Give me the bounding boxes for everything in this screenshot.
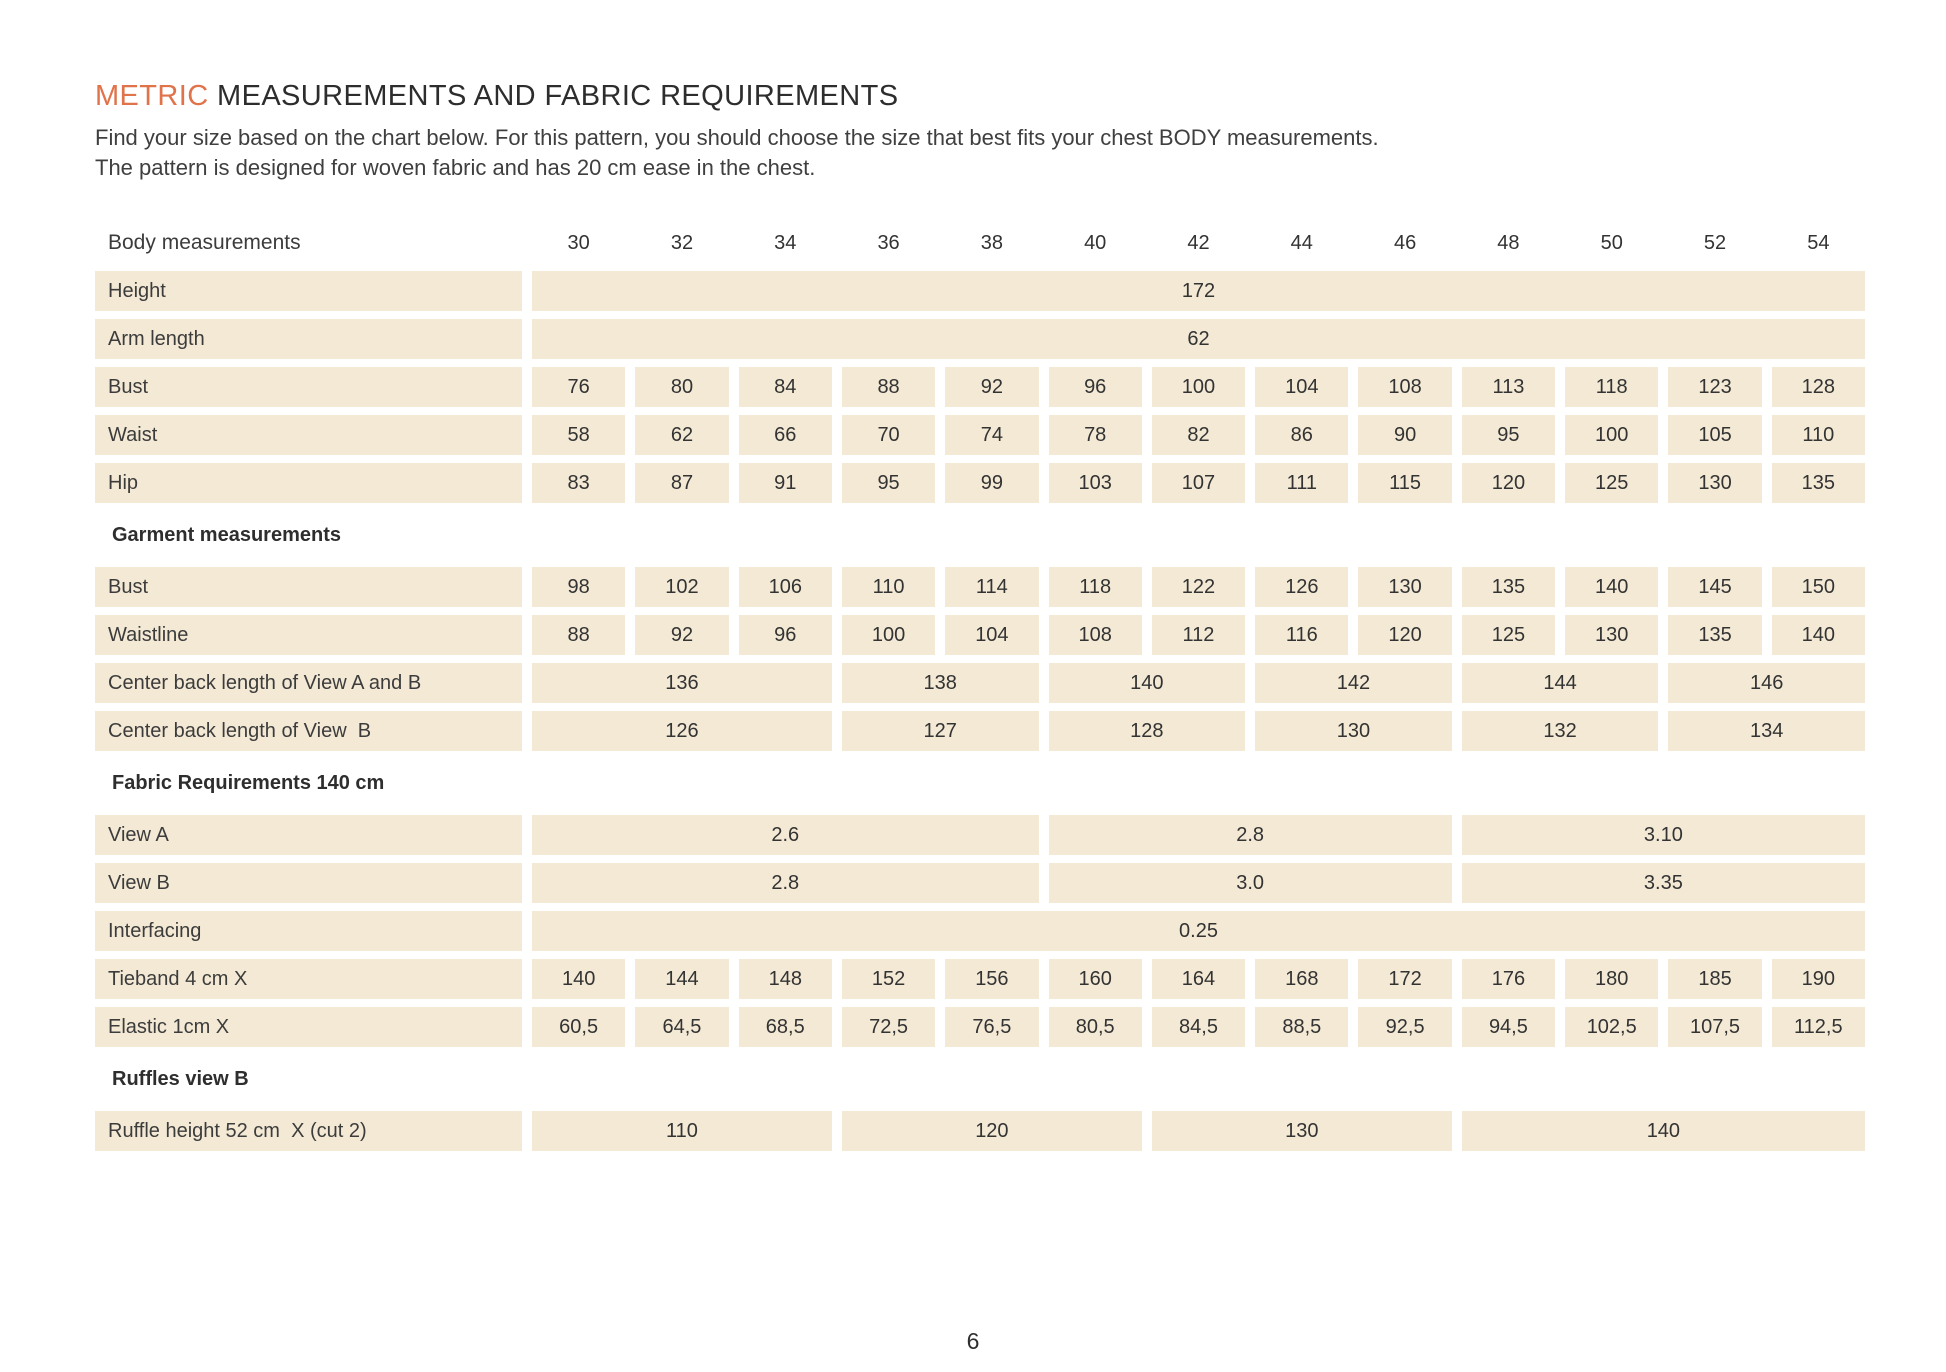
table-row — [95, 711, 1865, 751]
value-cell: 86 — [1255, 415, 1348, 455]
value-cell: 156 — [945, 959, 1038, 999]
value-cell: 96 — [1049, 367, 1142, 407]
value-cell: 113 — [1462, 367, 1555, 407]
value-cell: 123 — [1668, 367, 1761, 407]
value-cell: 125 — [1565, 463, 1658, 503]
value-cell: 135 — [1668, 615, 1761, 655]
value-cell: 62 — [635, 415, 728, 455]
value-cell: 104 — [1255, 367, 1348, 407]
row-label: Elastic 1cm X — [95, 1007, 522, 1047]
value-cell: 76,5 — [945, 1007, 1038, 1047]
value-cell: 118 — [1049, 567, 1142, 607]
value-cell: 112,5 — [1772, 1007, 1865, 1047]
row-label: Bust — [95, 567, 522, 607]
value-cell: 111 — [1255, 463, 1348, 503]
value-cell: 176 — [1462, 959, 1555, 999]
merged-value-cell: 134 — [1668, 711, 1865, 751]
merged-value-cell: 3.35 — [1462, 863, 1865, 903]
value-cell: 150 — [1772, 567, 1865, 607]
value-cell: 118 — [1565, 367, 1658, 407]
value-cell: 106 — [739, 567, 832, 607]
value-cell: 92 — [635, 615, 728, 655]
size-column-header: 38 — [980, 232, 1003, 254]
value-cell: 72,5 — [842, 1007, 935, 1047]
value-cell: 168 — [1255, 959, 1348, 999]
value-cell: 98 — [532, 567, 625, 607]
value-cell: 164 — [1152, 959, 1245, 999]
value-cell: 95 — [1462, 415, 1555, 455]
value-cell: 185 — [1668, 959, 1761, 999]
value-cell: 76 — [532, 367, 625, 407]
merged-value-cell: 110 — [532, 1111, 832, 1151]
value-cell: 92,5 — [1358, 1007, 1451, 1047]
merged-value-cell: 127 — [842, 711, 1039, 751]
value-cell: 90 — [1358, 415, 1451, 455]
value-cell: 103 — [1049, 463, 1142, 503]
value-cell: 135 — [1462, 567, 1555, 607]
row-label: Hip — [95, 463, 522, 503]
value-cell: 114 — [945, 567, 1038, 607]
value-cell: 130 — [1668, 463, 1761, 503]
intro-line-2: The pattern is designed for woven fabric and has 20 cm ease in the chest. — [95, 155, 816, 180]
row-label: Interfacing — [95, 911, 522, 951]
value-cell: 66 — [739, 415, 832, 455]
merged-value-cell: 142 — [1255, 663, 1452, 703]
merged-value-cell: 0.25 — [532, 911, 1865, 951]
value-cell: 100 — [842, 615, 935, 655]
size-column-header: 36 — [877, 232, 900, 254]
size-column-header: 32 — [670, 232, 694, 254]
value-cell: 88 — [842, 367, 935, 407]
row-label: Bust — [95, 367, 522, 407]
value-cell: 74 — [945, 415, 1038, 455]
value-cell: 140 — [1772, 615, 1865, 655]
value-cell: 125 — [1462, 615, 1555, 655]
value-cell: 130 — [1358, 567, 1451, 607]
section-header: Ruffles view B — [112, 1067, 249, 1090]
value-cell: 84,5 — [1152, 1007, 1245, 1047]
value-cell: 140 — [1565, 567, 1658, 607]
intro-line-1: Find your size based on the chart below. For this pattern, you should choose the size that best fits your chest BODY measurements. — [95, 125, 1379, 150]
value-cell: 110 — [1772, 415, 1865, 455]
value-cell: 172 — [1358, 959, 1451, 999]
row-label: Waist — [95, 415, 522, 455]
merged-value-cell: 132 — [1462, 711, 1659, 751]
value-cell: 60,5 — [532, 1007, 625, 1047]
size-column-header: 30 — [567, 232, 590, 254]
merged-value-cell: 128 — [1049, 711, 1246, 751]
merged-value-cell: 2.8 — [1049, 815, 1452, 855]
row-label: View A — [95, 815, 522, 855]
value-cell: 107,5 — [1668, 1007, 1761, 1047]
value-cell: 87 — [635, 463, 728, 503]
table-row — [95, 959, 1865, 999]
size-table — [95, 225, 1865, 1151]
value-cell: 96 — [739, 615, 832, 655]
table-row — [95, 271, 1865, 311]
value-cell: 104 — [945, 615, 1038, 655]
value-cell: 102,5 — [1565, 1007, 1658, 1047]
table-row — [95, 663, 1865, 703]
value-cell: 135 — [1772, 463, 1865, 503]
merged-value-cell: 140 — [1049, 663, 1246, 703]
value-cell: 122 — [1152, 567, 1245, 607]
table-row — [95, 815, 1865, 855]
value-cell: 80,5 — [1049, 1007, 1142, 1047]
value-cell: 152 — [842, 959, 935, 999]
column-header-label: Body measurements — [108, 231, 301, 254]
value-cell: 120 — [1358, 615, 1451, 655]
value-cell: 112 — [1152, 615, 1245, 655]
table-row — [95, 415, 1865, 455]
value-cell: 120 — [1462, 463, 1555, 503]
value-cell: 126 — [1255, 567, 1348, 607]
value-cell: 115 — [1358, 463, 1451, 503]
value-cell: 78 — [1049, 415, 1142, 455]
value-cell: 105 — [1668, 415, 1761, 455]
table-row — [95, 911, 1865, 951]
merged-value-cell: 3.10 — [1462, 815, 1865, 855]
value-cell: 84 — [739, 367, 832, 407]
size-column-header: 50 — [1600, 232, 1623, 254]
table-row — [95, 863, 1865, 903]
table-row — [95, 367, 1865, 407]
merged-value-cell: 62 — [532, 319, 1865, 359]
size-column-header: 34 — [774, 232, 797, 254]
merged-value-cell: 3.0 — [1049, 863, 1452, 903]
section-header: Garment measurements — [112, 523, 341, 546]
row-label: Ruffle height 52 cm X (cut 2) — [95, 1111, 522, 1151]
value-cell: 100 — [1565, 415, 1658, 455]
value-cell: 70 — [842, 415, 935, 455]
size-column-header: 42 — [1187, 232, 1210, 254]
value-cell: 148 — [739, 959, 832, 999]
value-cell: 80 — [635, 367, 728, 407]
merged-value-cell: 130 — [1255, 711, 1452, 751]
value-cell: 130 — [1565, 615, 1658, 655]
section-header: Fabric Requirements 140 cm — [112, 771, 385, 794]
value-cell: 160 — [1049, 959, 1142, 999]
merged-value-cell: 130 — [1152, 1111, 1452, 1151]
value-cell: 110 — [842, 567, 935, 607]
value-cell: 83 — [532, 463, 625, 503]
value-cell: 180 — [1565, 959, 1658, 999]
merged-value-cell: 172 — [532, 271, 1865, 311]
row-label: Center back length of View B — [95, 711, 522, 751]
size-column-header: 48 — [1497, 232, 1520, 254]
table-header-row — [95, 225, 1865, 261]
value-cell: 64,5 — [635, 1007, 728, 1047]
value-cell: 88,5 — [1255, 1007, 1348, 1047]
merged-value-cell: 2.6 — [532, 815, 1039, 855]
value-cell: 68,5 — [739, 1007, 832, 1047]
merged-value-cell: 144 — [1462, 663, 1659, 703]
value-cell: 95 — [842, 463, 935, 503]
size-column-header: 52 — [1703, 232, 1727, 254]
value-cell: 88 — [532, 615, 625, 655]
merged-value-cell: 146 — [1668, 663, 1865, 703]
table-row — [95, 1111, 1865, 1151]
table-row — [95, 319, 1865, 359]
value-cell: 99 — [945, 463, 1038, 503]
page-number: 6 — [966, 1328, 980, 1354]
page-title — [95, 80, 1865, 113]
size-column-header: 40 — [1084, 232, 1107, 254]
value-cell: 92 — [945, 367, 1038, 407]
value-cell: 107 — [1152, 463, 1245, 503]
value-cell: 102 — [635, 567, 728, 607]
value-cell: 108 — [1049, 615, 1142, 655]
table-row — [95, 463, 1865, 503]
row-label: Height — [95, 271, 522, 311]
table-row — [95, 615, 1865, 655]
merged-value-cell: 2.8 — [532, 863, 1039, 903]
size-column-header: 44 — [1290, 232, 1313, 254]
table-row — [95, 567, 1865, 607]
value-cell: 82 — [1152, 415, 1245, 455]
title-rest: MEASUREMENTS AND FABRIC REQUIREMENTS — [208, 80, 899, 112]
merged-value-cell: 136 — [532, 663, 832, 703]
row-label: View B — [95, 863, 522, 903]
value-cell: 108 — [1358, 367, 1451, 407]
row-label: Tieband 4 cm X — [95, 959, 522, 999]
value-cell: 140 — [532, 959, 625, 999]
size-column-header: 46 — [1393, 232, 1417, 254]
value-cell: 190 — [1772, 959, 1865, 999]
value-cell: 94,5 — [1462, 1007, 1555, 1047]
row-label: Waistline — [95, 615, 522, 655]
value-cell: 128 — [1772, 367, 1865, 407]
value-cell: 144 — [635, 959, 728, 999]
value-cell: 145 — [1668, 567, 1761, 607]
table-row — [95, 1007, 1865, 1047]
value-cell: 100 — [1152, 367, 1245, 407]
merged-value-cell: 126 — [532, 711, 832, 751]
value-cell: 116 — [1255, 615, 1348, 655]
value-cell: 91 — [739, 463, 832, 503]
value-cell: 58 — [532, 415, 625, 455]
merged-value-cell: 140 — [1462, 1111, 1865, 1151]
size-column-header: 54 — [1807, 232, 1830, 254]
row-label: Arm length — [95, 319, 522, 359]
title-accent: METRIC — [95, 80, 209, 112]
merged-value-cell: 138 — [842, 663, 1039, 703]
row-label: Center back length of View A and B — [95, 663, 522, 703]
merged-value-cell: 120 — [842, 1111, 1142, 1151]
